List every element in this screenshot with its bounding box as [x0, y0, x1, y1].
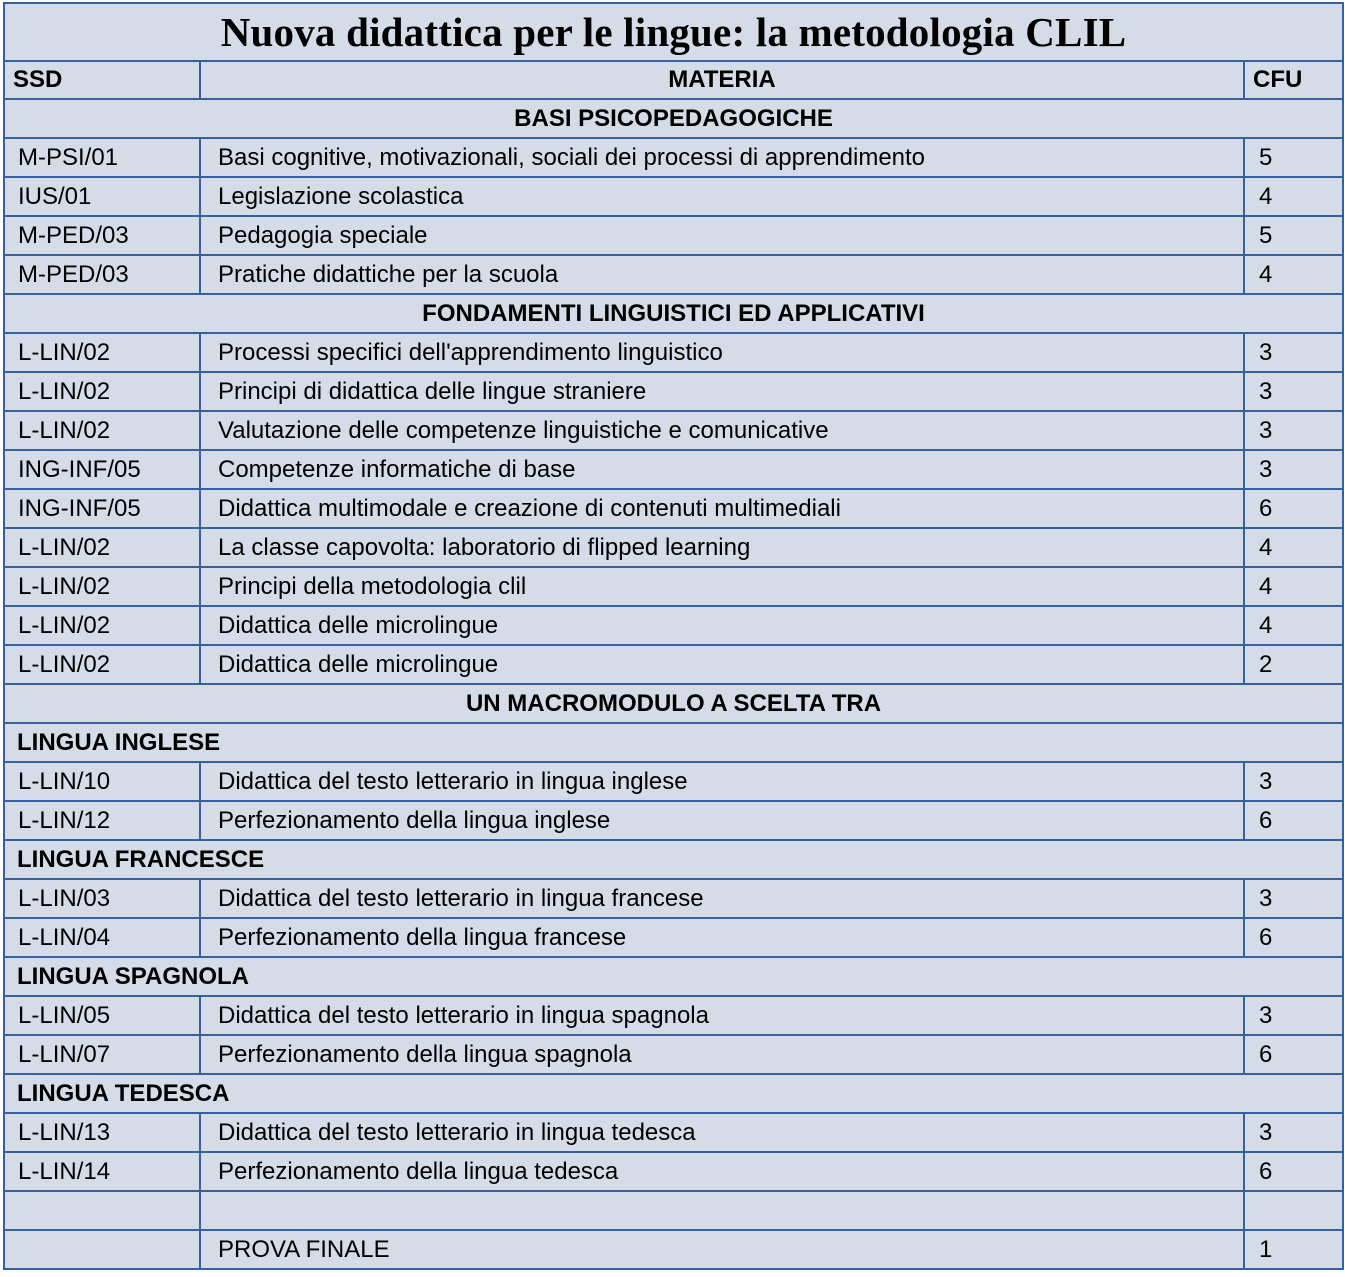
cell-cfu: 2 [1244, 645, 1343, 684]
table-row [4, 177, 1343, 216]
table-row [4, 138, 1343, 177]
language-header-row [4, 957, 1343, 996]
table-row [4, 1230, 1343, 1269]
cell-materia: Didattica del testo letterario in lingua tedesca [200, 1113, 1244, 1152]
section-header-row [4, 99, 1343, 138]
cell-materia: Valutazione delle competenze linguistiche e comunicative [200, 411, 1244, 450]
table-row [4, 528, 1343, 567]
column-header-materia: MATERIA [200, 61, 1244, 99]
cell-materia: Didattica del testo letterario in lingua spagnola [200, 996, 1244, 1035]
cell-cfu [1244, 1191, 1343, 1230]
cell-cfu: 3 [1244, 450, 1343, 489]
table-row [4, 645, 1343, 684]
cell-ssd: ING-INF/05 [4, 489, 200, 528]
page-title: Nuova didattica per le lingue: la metodologia CLIL [4, 3, 1343, 61]
section-header-row [4, 684, 1343, 723]
course-plan-table [3, 2, 1344, 1270]
cell-ssd: L-LIN/02 [4, 372, 200, 411]
cell-materia: Perfezionamento della lingua francese [200, 918, 1244, 957]
table-row [4, 1113, 1343, 1152]
cell-materia: Didattica delle microlingue [200, 606, 1244, 645]
course-plan-sheet [0, 2, 1345, 1277]
table-row [4, 216, 1343, 255]
table-body [4, 3, 1343, 1269]
cell-ssd: L-LIN/12 [4, 801, 200, 840]
cell-ssd: L-LIN/02 [4, 606, 200, 645]
cell-cfu: 3 [1244, 996, 1343, 1035]
cell-materia: Perfezionamento della lingua inglese [200, 801, 1244, 840]
cell-ssd: L-LIN/03 [4, 879, 200, 918]
cell-ssd: L-LIN/02 [4, 528, 200, 567]
cell-ssd: L-LIN/02 [4, 411, 200, 450]
column-header-cfu: CFU [1244, 61, 1343, 99]
cell-cfu: 3 [1244, 879, 1343, 918]
table-row [4, 411, 1343, 450]
cell-cfu: 5 [1244, 216, 1343, 255]
cell-materia: Didattica delle microlingue [200, 645, 1244, 684]
cell-cfu: 4 [1244, 606, 1343, 645]
cell-materia: Pratiche didattiche per la scuola [200, 255, 1244, 294]
cell-materia: Didattica del testo letterario in lingua inglese [200, 762, 1244, 801]
table-row [4, 1152, 1343, 1191]
cell-cfu: 4 [1244, 255, 1343, 294]
cell-ssd: ING-INF/05 [4, 450, 200, 489]
cell-ssd: L-LIN/05 [4, 996, 200, 1035]
cell-ssd [4, 1230, 200, 1269]
cell-materia: Principi della metodologia clil [200, 567, 1244, 606]
column-header-row [4, 61, 1343, 99]
cell-cfu: 3 [1244, 333, 1343, 372]
cell-ssd [4, 1191, 200, 1230]
section-header-row [4, 294, 1343, 333]
table-title-row [4, 3, 1343, 61]
cell-materia: Competenze informatiche di base [200, 450, 1244, 489]
language-header-row [4, 723, 1343, 762]
column-header-ssd: SSD [4, 61, 200, 99]
cell-cfu: 3 [1244, 372, 1343, 411]
table-row [4, 255, 1343, 294]
cell-ssd: M-PED/03 [4, 216, 200, 255]
section-header-label: FONDAMENTI LINGUISTICI ED APPLICATIVI [4, 294, 1343, 333]
cell-materia: Legislazione scolastica [200, 177, 1244, 216]
cell-ssd: L-LIN/02 [4, 333, 200, 372]
cell-materia: Didattica del testo letterario in lingua francese [200, 879, 1244, 918]
cell-materia: Perfezionamento della lingua spagnola [200, 1035, 1244, 1074]
table-row [4, 333, 1343, 372]
cell-materia: Perfezionamento della lingua tedesca [200, 1152, 1244, 1191]
cell-ssd: L-LIN/02 [4, 567, 200, 606]
cell-ssd: L-LIN/07 [4, 1035, 200, 1074]
table-row [4, 372, 1343, 411]
language-header-row [4, 1074, 1343, 1113]
cell-cfu: 3 [1244, 411, 1343, 450]
cell-cfu: 3 [1244, 762, 1343, 801]
table-row [4, 489, 1343, 528]
language-header-row [4, 840, 1343, 879]
cell-materia: PROVA FINALE [200, 1230, 1244, 1269]
language-header-label: LINGUA INGLESE [4, 723, 1343, 762]
cell-ssd: L-LIN/02 [4, 645, 200, 684]
cell-materia: Didattica multimodale e creazione di contenuti multimediali [200, 489, 1244, 528]
cell-materia: La classe capovolta: laboratorio di flipped learning [200, 528, 1244, 567]
cell-materia: Processi specifici dell'apprendimento linguistico [200, 333, 1244, 372]
cell-ssd: M-PED/03 [4, 255, 200, 294]
cell-ssd: M-PSI/01 [4, 138, 200, 177]
language-header-label: LINGUA FRANCESCE [4, 840, 1343, 879]
cell-cfu: 4 [1244, 177, 1343, 216]
cell-cfu: 3 [1244, 1113, 1343, 1152]
table-row [4, 801, 1343, 840]
cell-materia: Pedagogia speciale [200, 216, 1244, 255]
cell-ssd: L-LIN/13 [4, 1113, 200, 1152]
table-row [4, 762, 1343, 801]
cell-materia [200, 1191, 1244, 1230]
table-row [4, 567, 1343, 606]
cell-cfu: 6 [1244, 1035, 1343, 1074]
table-row [4, 450, 1343, 489]
cell-cfu: 6 [1244, 1152, 1343, 1191]
cell-ssd: IUS/01 [4, 177, 200, 216]
cell-cfu: 6 [1244, 918, 1343, 957]
language-header-label: LINGUA SPAGNOLA [4, 957, 1343, 996]
table-row [4, 606, 1343, 645]
cell-materia: Principi di didattica delle lingue straniere [200, 372, 1244, 411]
spacer-row [4, 1191, 1343, 1230]
language-header-label: LINGUA TEDESCA [4, 1074, 1343, 1113]
table-row [4, 1035, 1343, 1074]
cell-cfu: 4 [1244, 567, 1343, 606]
cell-ssd: L-LIN/04 [4, 918, 200, 957]
table-row [4, 996, 1343, 1035]
cell-cfu: 1 [1244, 1230, 1343, 1269]
cell-cfu: 5 [1244, 138, 1343, 177]
cell-ssd: L-LIN/14 [4, 1152, 200, 1191]
table-row [4, 918, 1343, 957]
cell-ssd: L-LIN/10 [4, 762, 200, 801]
table-row [4, 879, 1343, 918]
cell-materia: Basi cognitive, motivazionali, sociali dei processi di apprendimento [200, 138, 1244, 177]
cell-cfu: 4 [1244, 528, 1343, 567]
section-header-label: UN MACROMODULO A SCELTA TRA [4, 684, 1343, 723]
cell-cfu: 6 [1244, 801, 1343, 840]
cell-cfu: 6 [1244, 489, 1343, 528]
section-header-label: BASI PSICOPEDAGOGICHE [4, 99, 1343, 138]
